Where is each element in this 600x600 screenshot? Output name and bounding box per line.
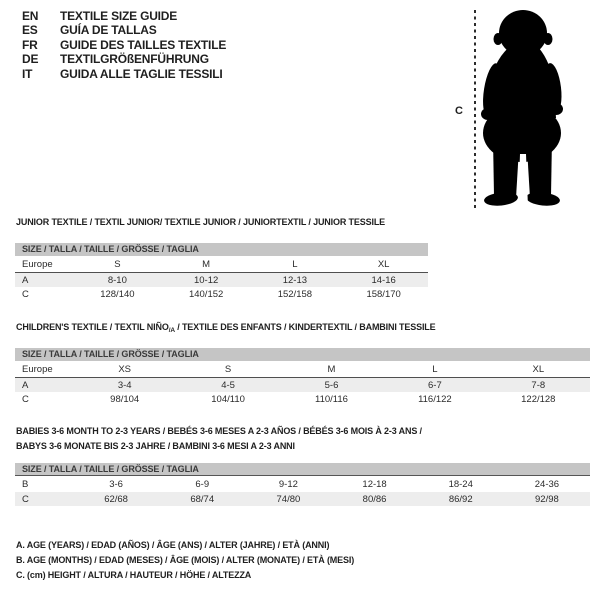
size-table-babies bbox=[15, 463, 590, 506]
size-cell: 7-8 bbox=[531, 379, 546, 391]
height-dotted-line bbox=[474, 10, 476, 208]
size-cell: 122/128 bbox=[521, 393, 556, 405]
row-label: B bbox=[22, 478, 29, 490]
table-row bbox=[15, 476, 590, 492]
table-title-junior bbox=[16, 215, 385, 230]
size-cell: 128/140 bbox=[100, 288, 135, 300]
size-cell: 152/158 bbox=[277, 288, 313, 300]
size-cell: 92/98 bbox=[535, 493, 559, 505]
size-cell: S bbox=[114, 258, 121, 270]
size-cell: 98/104 bbox=[110, 393, 140, 405]
size-cell: 12-13 bbox=[282, 274, 308, 286]
size-cell: 3-6 bbox=[109, 478, 123, 490]
language-row bbox=[22, 23, 226, 37]
size-cell: L bbox=[432, 363, 438, 375]
table-title-text: JUNIOR TEXTILE / TEXTIL JUNIOR/ TEXTILE JUNIOR / JUNIORTEXTIL / JUNIOR TESSILE bbox=[16, 217, 386, 227]
table-row bbox=[15, 392, 590, 406]
size-cell: XL bbox=[532, 363, 545, 375]
row-label: Europe bbox=[22, 258, 53, 270]
row-label: C bbox=[22, 393, 29, 405]
size-cell: 18-24 bbox=[448, 478, 473, 490]
table-title-text: /A bbox=[168, 327, 175, 334]
language-name: TEXTILGRÖßENFÜHRUNG bbox=[60, 52, 209, 67]
table-title-text: / TEXTILE DES ENFANTS / KINDERTEXTIL / BAMBINI TESSILE bbox=[174, 322, 436, 332]
size-cell: M bbox=[202, 258, 211, 270]
size-cell: 68/74 bbox=[190, 493, 215, 505]
size-header-bar: SIZE / TALLA / TAILLE / GRÖSSE / TAGLIA bbox=[15, 243, 428, 256]
language-code: DE bbox=[22, 52, 39, 67]
size-cell: 104/110 bbox=[211, 393, 245, 405]
size-header-bar: SIZE / TALLA / TAILLE / GRÖSSE / TAGLIA bbox=[15, 348, 590, 361]
table-row bbox=[15, 378, 590, 392]
table-title-line bbox=[16, 320, 436, 338]
language-code: ES bbox=[22, 23, 38, 38]
language-row bbox=[22, 38, 226, 52]
size-cell: 116/122 bbox=[418, 393, 452, 405]
size-cell: 10-12 bbox=[193, 274, 219, 286]
table-row bbox=[15, 492, 590, 506]
row-label: C bbox=[22, 493, 29, 505]
size-cell: 12-18 bbox=[362, 478, 387, 490]
table-title-line bbox=[16, 439, 422, 454]
language-name: GUIDA ALLE TAGLIE TESSILI bbox=[60, 66, 223, 81]
size-cell: 86/92 bbox=[448, 493, 473, 505]
size-table-children bbox=[15, 348, 590, 406]
table-title-text: BABYS 3-6 MONATE BIS 2-3 JAHRE / BAMBINI 3-6 MESI A 2-3 ANNI bbox=[16, 441, 295, 451]
size-cell: M bbox=[327, 363, 336, 375]
table-title-children bbox=[16, 320, 436, 338]
toddler-silhouette-image bbox=[481, 8, 571, 208]
size-cell: 62/68 bbox=[104, 493, 128, 505]
table-row bbox=[15, 273, 428, 287]
size-cell: 4-5 bbox=[221, 379, 235, 391]
language-row bbox=[22, 9, 226, 23]
row-label: Europe bbox=[22, 363, 53, 375]
language-name: TEXTILE SIZE GUIDE bbox=[60, 9, 178, 23]
table-row bbox=[15, 361, 590, 378]
table-row bbox=[15, 256, 428, 273]
language-code: IT bbox=[22, 66, 33, 81]
table-title-line bbox=[16, 424, 422, 439]
language-name: GUÍA DE TALLAS bbox=[60, 23, 157, 38]
row-label: A bbox=[22, 274, 29, 286]
size-cell: 14-16 bbox=[371, 274, 396, 286]
size-cell: 3-4 bbox=[117, 379, 132, 391]
size-cell: XS bbox=[118, 363, 132, 375]
language-code: FR bbox=[22, 37, 38, 52]
note-line-b: B. AGE (MONTHS) / EDAD (MESES) / ÂGE (MOIS) / ALTER (MONATE) / ETÀ (MESI) bbox=[16, 555, 355, 565]
size-cell: 74/80 bbox=[276, 493, 301, 505]
note-line-a: A. AGE (YEARS) / EDAD (AÑOS) / ÂGE (ANS) / ALTER (JAHRE) / ETÀ (ANNI) bbox=[16, 540, 330, 550]
size-cell: 140/152 bbox=[188, 288, 224, 300]
size-cell: 110/116 bbox=[315, 393, 348, 405]
size-cell: 158/170 bbox=[366, 288, 401, 300]
size-cell: 9-12 bbox=[278, 478, 298, 490]
size-cell: 5-6 bbox=[324, 379, 339, 391]
row-label: A bbox=[22, 379, 29, 391]
size-cell: 6-7 bbox=[428, 379, 442, 391]
size-table-junior bbox=[15, 243, 428, 301]
size-cell: 6-9 bbox=[195, 478, 210, 490]
language-code: EN bbox=[22, 9, 39, 23]
measurement-notes bbox=[16, 538, 354, 583]
size-cell: S bbox=[224, 363, 232, 375]
size-cell: 80/86 bbox=[362, 493, 387, 505]
table-title-line bbox=[16, 215, 385, 230]
height-measure-label: C bbox=[455, 105, 463, 117]
row-label: C bbox=[22, 288, 29, 300]
note-line-c: C. (cm) HEIGHT / ALTURA / HAUTEUR / HÖHE / ALTEZZA bbox=[16, 570, 252, 580]
language-name: GUIDE DES TAILLES TEXTILE bbox=[60, 37, 227, 52]
size-cell: L bbox=[292, 258, 298, 270]
language-row bbox=[22, 52, 226, 66]
size-header-bar: SIZE / TALLA / TAILLE / GRÖSSE / TAGLIA bbox=[15, 463, 590, 476]
language-row bbox=[22, 67, 226, 81]
table-title-babies bbox=[16, 424, 422, 454]
table-title-text: BABIES 3-6 MONTH TO 2-3 YEARS / BEBÉS 3-6 MESES A 2-3 AÑOS / BÉBÉS 3-6 MOIS À 2-3 ANS / bbox=[16, 426, 422, 436]
size-cell: 24-36 bbox=[534, 478, 560, 490]
language-list bbox=[22, 9, 226, 81]
table-row bbox=[15, 287, 428, 301]
table-title-text: CHILDREN'S TEXTILE / TEXTIL NIÑO bbox=[16, 322, 169, 332]
size-cell: XL bbox=[377, 258, 390, 270]
size-cell: 8-10 bbox=[107, 274, 127, 286]
